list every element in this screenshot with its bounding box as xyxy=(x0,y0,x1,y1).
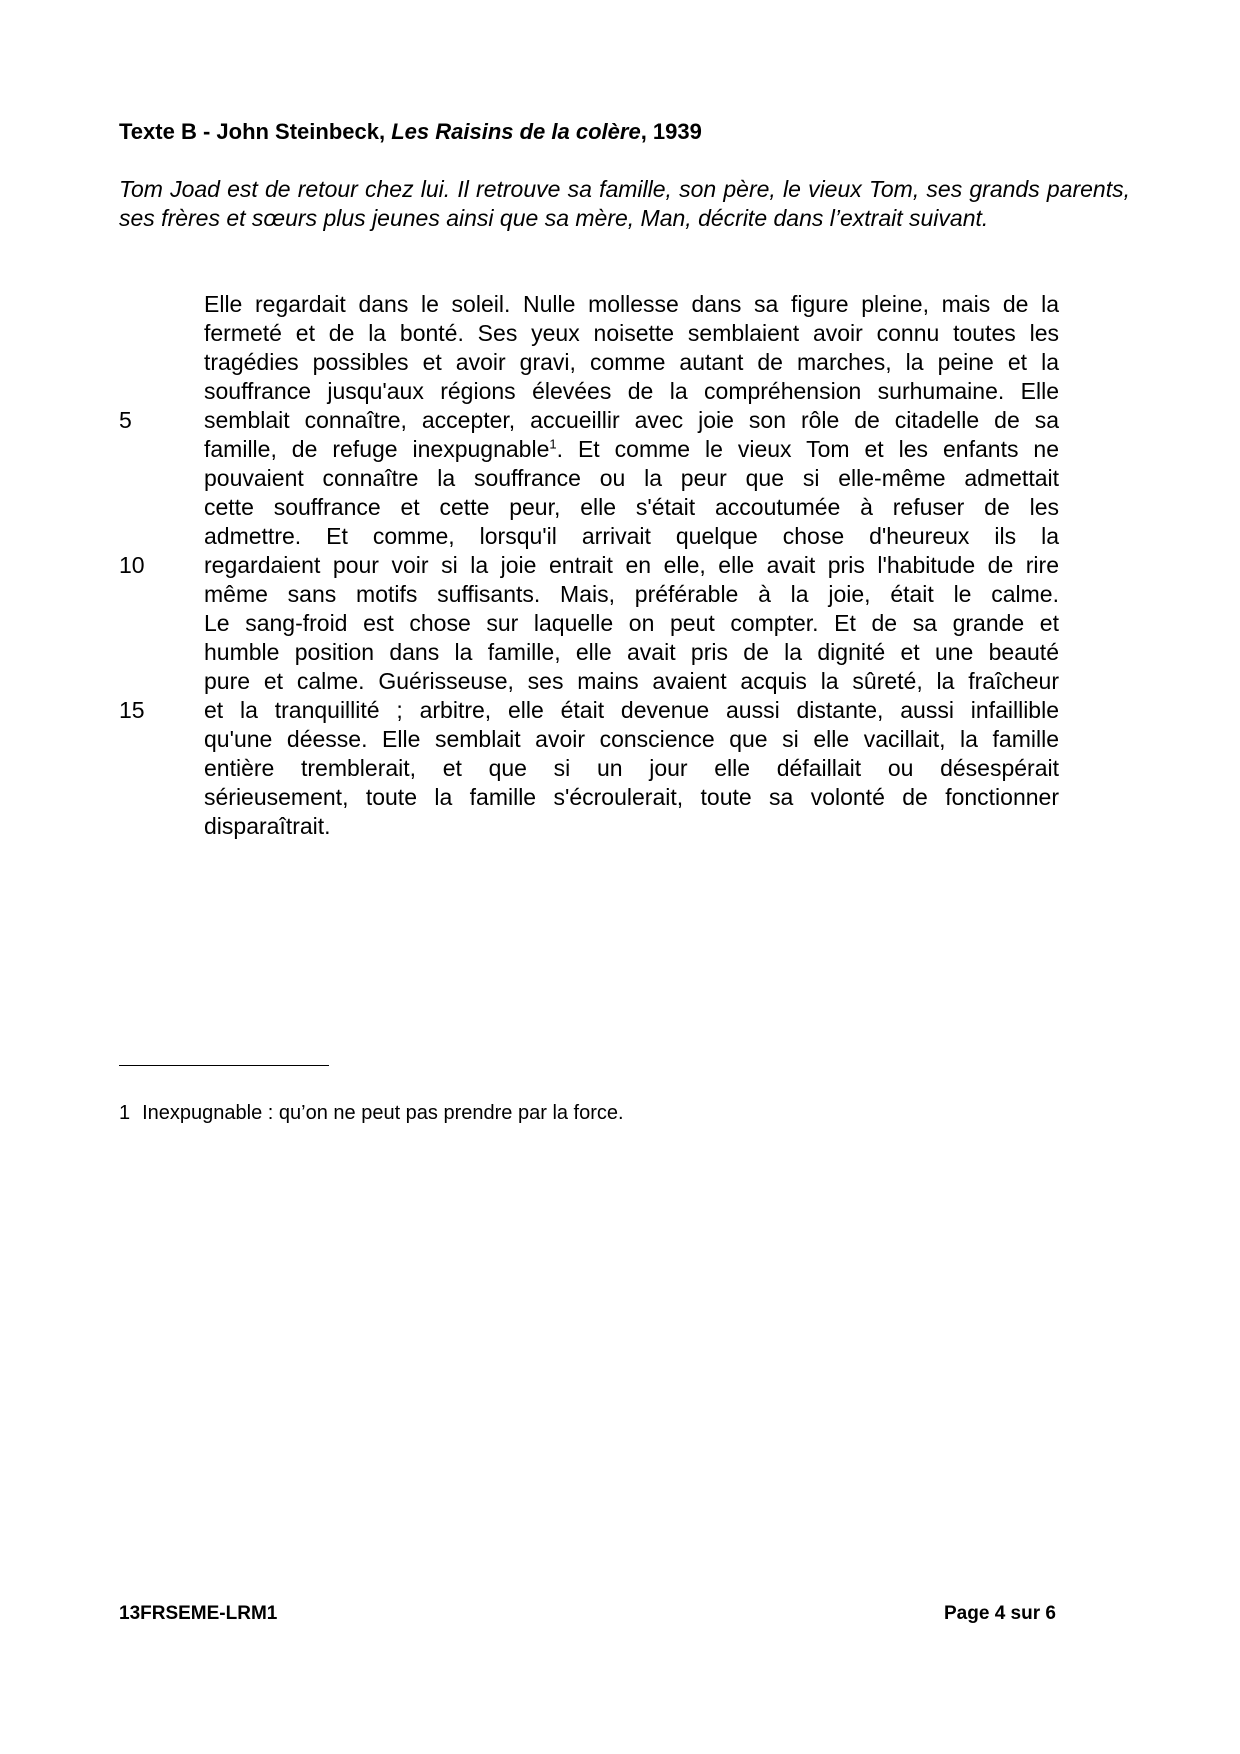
footer-exam-code: 13FRSEME-LRM1 xyxy=(119,1603,278,1624)
footnote-number: 1 xyxy=(119,1102,131,1124)
line-text: pouvaient connaître la souffrance ou la peur que si elle-même admettait xyxy=(204,465,1059,491)
passage-line xyxy=(119,348,1059,377)
passage-line xyxy=(119,696,1059,725)
footnote-separator xyxy=(119,1065,329,1066)
line-text: semblait connaître, accepter, accueillir avec joie son rôle de citadelle de sa xyxy=(204,407,1059,433)
footnote-text: Inexpugnable : qu’on ne peut pas prendre par la force. xyxy=(142,1102,624,1124)
line-number: 10 xyxy=(119,552,145,578)
intro-paragraph: Tom Joad est de retour chez lui. Il retrouve sa famille, son père, le vieux Tom, ses grands parents, ses frères et sœurs plus jeunes ainsi que sa mère, Man, décrite dans l’extrait suivant. xyxy=(119,176,1130,231)
passage-line xyxy=(119,406,1059,435)
passage-line xyxy=(119,783,1059,812)
numbered-passage xyxy=(119,290,1059,841)
line-text: entière tremblerait, et que si un jour elle défaillait ou désespérait xyxy=(204,755,1059,781)
passage-line xyxy=(119,754,1059,783)
line-text: et la tranquillité ; arbitre, elle était devenue aussi distante, aussi infaillible xyxy=(204,697,1059,723)
passage-line xyxy=(119,551,1059,580)
line-text: admettre. Et comme, lorsqu'il arrivait quelque chose d'heureux ils la xyxy=(204,523,1059,549)
passage-line xyxy=(119,609,1059,638)
line-text-before-ref: famille, de refuge inexpugnable xyxy=(204,436,550,462)
book-title: Les Raisins de la colère xyxy=(391,119,641,144)
passage-line xyxy=(119,290,1059,319)
passage-line xyxy=(119,725,1059,754)
line-text: disparaîtrait. xyxy=(204,813,331,839)
line-text-with-footnote xyxy=(204,435,1059,464)
line-number: 5 xyxy=(119,407,132,433)
passage-line xyxy=(119,377,1059,406)
heading-year: , 1939 xyxy=(640,119,702,144)
line-text: humble position dans la famille, elle avait pris de la dignité et une beauté xyxy=(204,639,1059,665)
line-text: qu'une déesse. Elle semblait avoir conscience que si elle vacillait, la famille xyxy=(204,726,1059,752)
passage-line xyxy=(119,319,1059,348)
passage-line xyxy=(119,435,1059,464)
line-text: regardaient pour voir si la joie entrait en elle, elle avait pris l'habitude de rire xyxy=(204,552,1059,578)
line-text-after-ref: . Et comme le vieux Tom et les enfants ne xyxy=(556,436,1059,462)
line-text: Le sang-froid est chose sur laquelle on peut compter. Et de sa grande et xyxy=(204,610,1059,636)
line-text: fermeté et de la bonté. Ses yeux noisette semblaient avoir connu toutes les xyxy=(204,320,1059,346)
line-text: pure et calme. Guérisseuse, ses mains avaient acquis la sûreté, la fraîcheur xyxy=(204,668,1059,694)
line-text: Elle regardait dans le soleil. Nulle mollesse dans sa figure pleine, mais de la xyxy=(204,291,1059,317)
passage-line xyxy=(119,638,1059,667)
footnote xyxy=(119,1100,624,1126)
passage-line xyxy=(119,580,1059,609)
passage-line xyxy=(119,812,1059,841)
line-text: sérieusement, toute la famille s'écroulerait, toute sa volonté de fonctionner xyxy=(204,784,1059,810)
line-text: tragédies possibles et avoir gravi, comme autant de marches, la peine et la xyxy=(204,349,1059,375)
passage-line xyxy=(119,493,1059,522)
heading-prefix: Texte B - John Steinbeck, xyxy=(119,119,392,144)
footnote-ref: 1 xyxy=(549,436,557,452)
passage-line xyxy=(119,464,1059,493)
text-heading xyxy=(119,117,702,147)
passage-line xyxy=(119,522,1059,551)
line-number: 15 xyxy=(119,697,145,723)
line-text: souffrance jusqu'aux régions élevées de la compréhension surhumaine. Elle xyxy=(204,378,1059,404)
passage-line xyxy=(119,667,1059,696)
line-text: même sans motifs suffisants. Mais, préférable à la joie, était le calme. xyxy=(204,581,1059,607)
line-text: cette souffrance et cette peur, elle s'était accoutumée à refuser de les xyxy=(204,494,1059,520)
footer-page-number: Page 4 sur 6 xyxy=(944,1603,1056,1624)
